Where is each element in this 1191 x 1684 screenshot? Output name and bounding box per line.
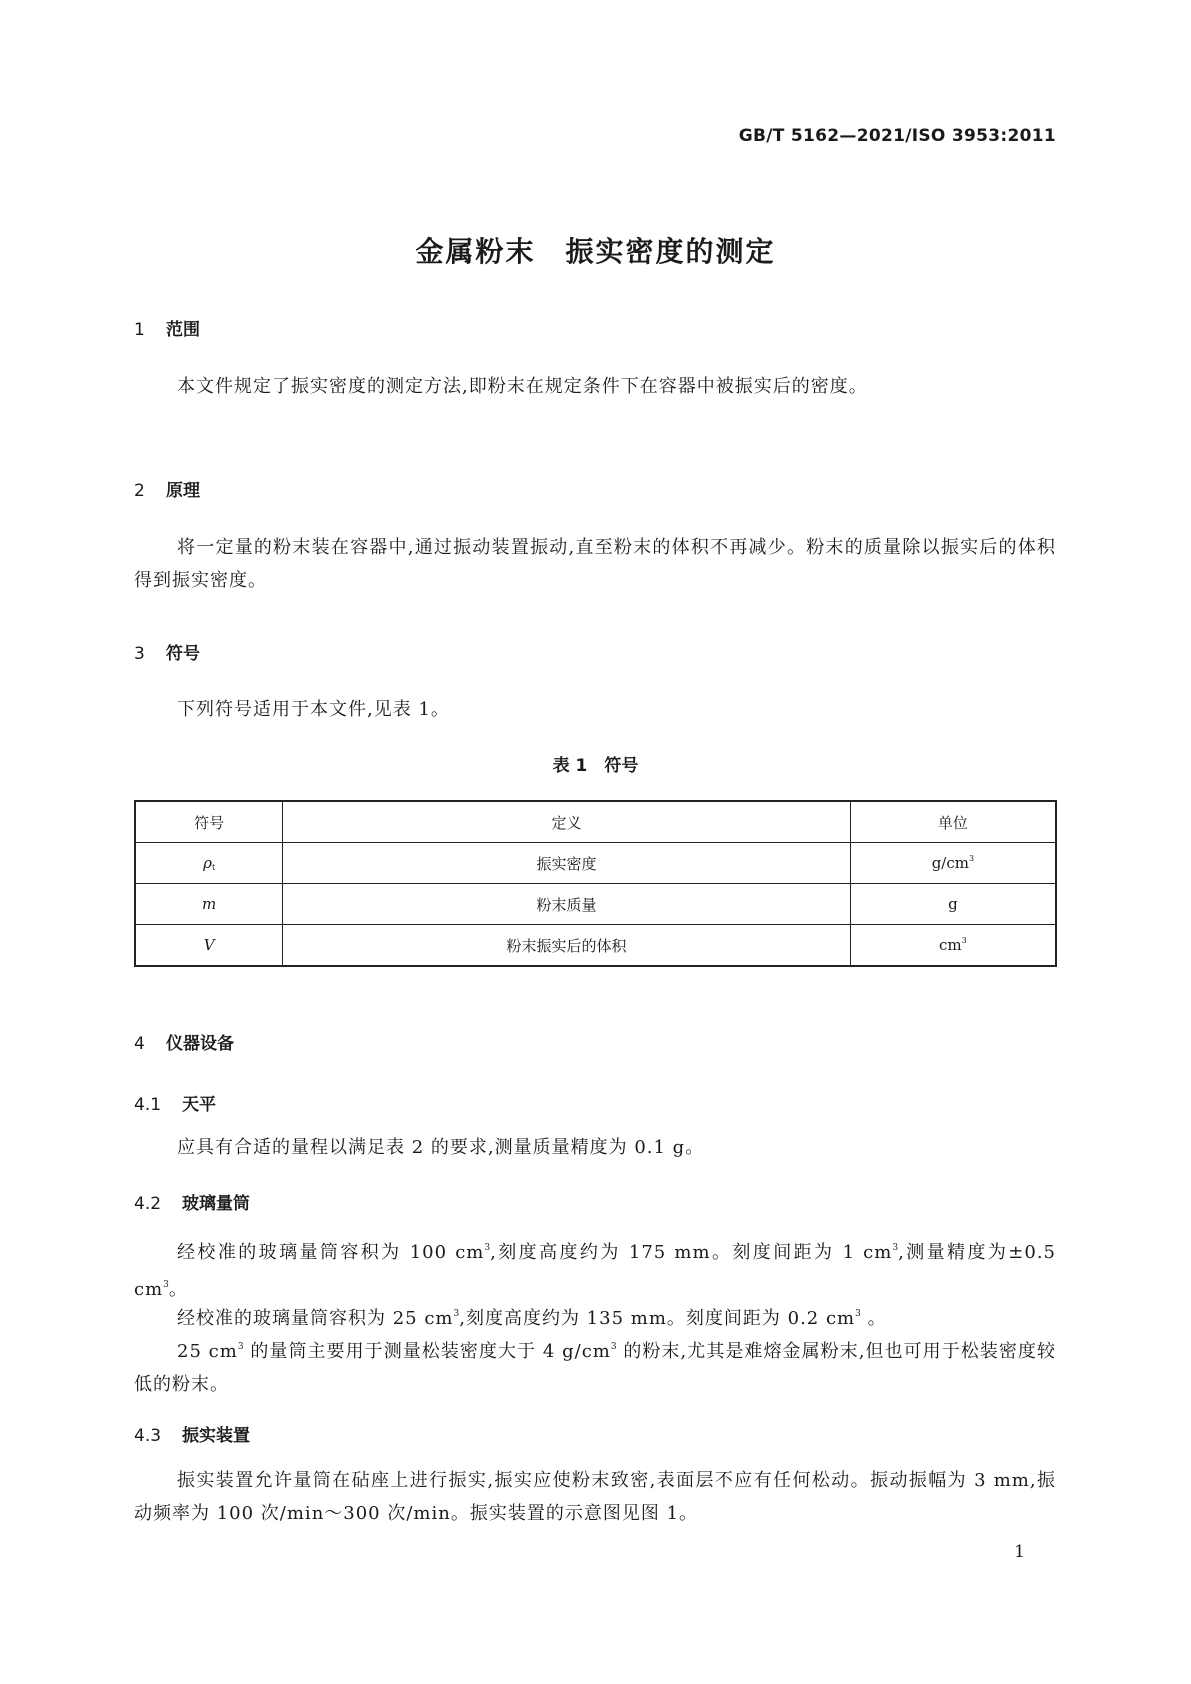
table-row (135, 925, 1056, 967)
symbol-cell: m (135, 884, 283, 925)
definition-cell: 振实密度 (283, 843, 850, 884)
section-4-3-paragraph: 振实装置允许量筒在砧座上进行振实,振实应使粉末致密,表面层不应有任何松动。振动振幅为 3 mm,振动频率为 100 次/min～300 次/min。振实装置的示意图见图 1。 (134, 1470, 1056, 1524)
unit-cell (850, 925, 1056, 967)
section-title: 玻璃量筒 (182, 1194, 250, 1214)
document-title: 金属粉末 振实密度的测定 (415, 235, 776, 268)
symbol-cell (135, 843, 283, 884)
section-4-2-paragraph-2: 经校准的玻璃量筒容积为 25 $cm^3$,刻度高度约为 135 mm。刻度间距为 0.2 $cm^3$ 。 (177, 1308, 887, 1329)
section-4-3-heading (134, 1421, 250, 1446)
section-title: 天平 (182, 1095, 216, 1115)
table-row (135, 843, 1056, 884)
section-number: 3 (134, 644, 145, 664)
table-row (135, 884, 1056, 925)
section-number: 1 (134, 320, 145, 340)
table-header-cell: 定义 (283, 801, 850, 843)
table-header-cell: 符号 (135, 801, 283, 843)
symbols-table (134, 800, 1057, 967)
definition-cell: 粉末振实后的体积 (283, 925, 850, 967)
section-title: 原理 (166, 481, 200, 501)
section-4-2-heading (134, 1189, 250, 1214)
table-header-cell: 单位 (850, 801, 1056, 843)
section-2-heading (134, 476, 200, 501)
unit-superscript: 3 (968, 854, 975, 863)
section-title: 振实装置 (182, 1426, 250, 1446)
section-1-heading (134, 315, 200, 340)
standard-code: GB/T 5162—2021/ISO 3953:2011 (738, 126, 1056, 146)
unit-cell: g (850, 884, 1056, 925)
section-2-paragraph: 将一定量的粉末装在容器中,通过振动装置振动,直至粉末的体积不再减少。粉末的质量除以振实后的体积得到振实密度。 (134, 537, 1056, 591)
definition-cell: 粉末质量 (283, 884, 850, 925)
unit-cell (850, 843, 1056, 884)
section-3-heading (134, 639, 200, 664)
section-4-2-paragraph-3: 25 $cm^3$ 的量筒主要用于测量松装密度大于 4 $g/cm^3$ 的粉末,尤其是难熔金属粉末,但也可用于松装密度较低的粉末。 (134, 1341, 1056, 1395)
section-3-paragraph: 下列符号适用于本文件,见表 1。 (177, 699, 450, 720)
section-number: 2 (134, 481, 145, 501)
section-number: 4 (134, 1034, 145, 1054)
unit-text: cm (939, 936, 962, 954)
unit-superscript: 3 (961, 936, 967, 945)
section-number: 4.1 (134, 1095, 162, 1115)
section-4-2-paragraph-1: 经校准的玻璃量筒容积为 100 $cm^3$,刻度高度约为 175 mm。刻度间距为 1 $cm^3$,测量精度为±0.5 $cm^3$。 (134, 1242, 1056, 1300)
section-title: 符号 (166, 644, 200, 664)
symbol-text: ρ (203, 854, 212, 872)
section-title: 仪器设备 (166, 1034, 234, 1054)
symbol-cell: V (135, 925, 283, 967)
section-4-heading (134, 1029, 234, 1054)
unit-text: g/cm (931, 854, 969, 872)
page-number: 1 (1014, 1542, 1025, 1562)
section-number: 4.3 (134, 1426, 162, 1446)
section-4-1-heading (134, 1090, 216, 1115)
section-title: 范围 (166, 320, 200, 340)
symbol-subscript: t (211, 863, 216, 872)
section-4-1-paragraph: 应具有合适的量程以满足表 2 的要求,测量质量精度为 0.1 g。 (177, 1137, 705, 1158)
section-number: 4.2 (134, 1194, 162, 1214)
table-caption: 表 1 符号 (552, 756, 639, 776)
section-1-paragraph: 本文件规定了振实密度的测定方法,即粉末在规定条件下在容器中被振实后的密度。 (177, 376, 868, 397)
table-header-row (135, 801, 1056, 843)
